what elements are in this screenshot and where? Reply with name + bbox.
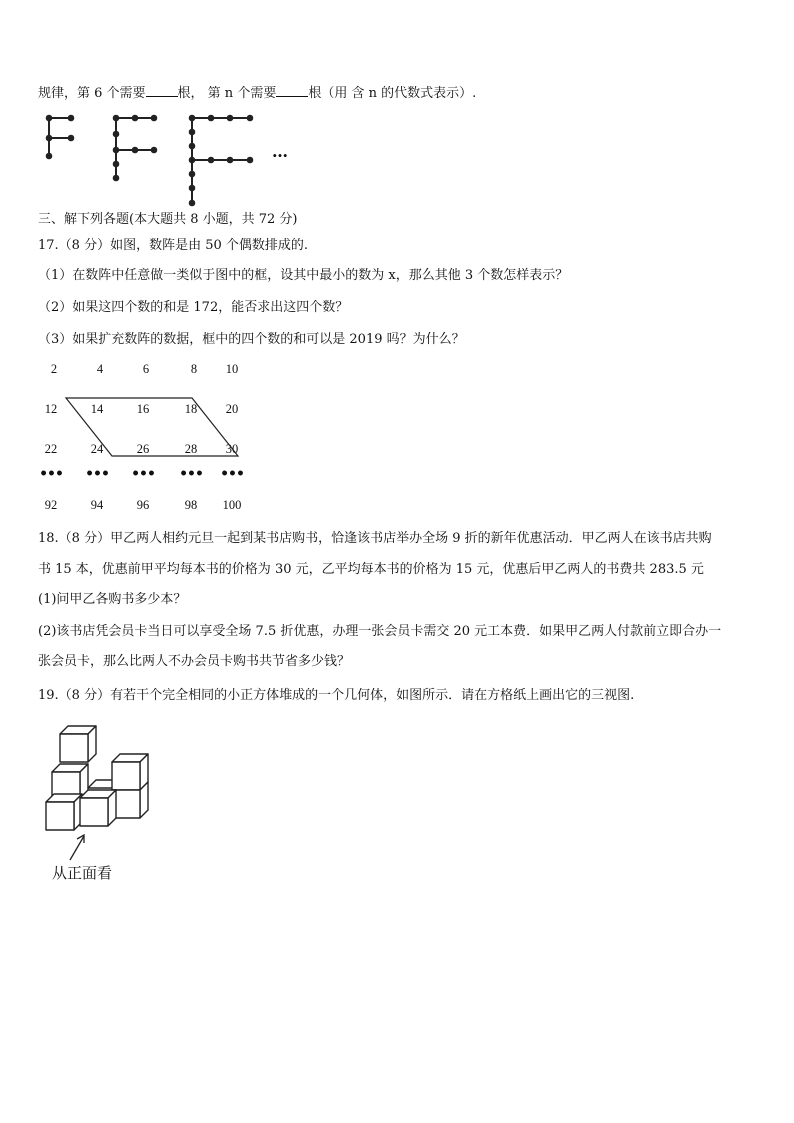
array-cell: 24 (90, 442, 104, 456)
array-cell: 14 (90, 402, 104, 416)
pattern-ellipsis: … (272, 142, 288, 161)
intro-text-2: 根， 第 n 个需要 (177, 86, 277, 101)
array-dots: ••• (85, 466, 109, 482)
array-cell: 6 (142, 362, 150, 376)
array-cell: 22 (44, 442, 58, 456)
array-cell: 10 (225, 362, 239, 376)
intro-line (38, 84, 476, 102)
array-dots: ••• (39, 466, 63, 482)
q17-stem: 17.（8 分）如图，数阵是由 50 个偶数排成的. (38, 238, 309, 253)
q18-part2-line1: (2)该书店凭会员卡当日可以享受全场 7.5 折优惠，办理一张会员卡需交 20 元工本费．如果甲乙两人付款前立即合办一 (38, 624, 722, 639)
q17-part3: （3）如果扩充数阵的数据，框中的四个数的和可以是 2019 吗？为什么？ (38, 332, 465, 347)
array-cell: 92 (44, 498, 58, 512)
array-dots: ••• (131, 466, 155, 482)
q18-part1: (1)问甲乙各购书多少本？ (38, 592, 187, 607)
q17-part2: （2）如果这四个数的和是 172，能否求出这四个数？ (38, 300, 349, 315)
parallelogram-frame (60, 394, 260, 464)
array-dots: ••• (220, 466, 244, 482)
array-dots: ••• (179, 466, 203, 482)
array-cell: 96 (136, 498, 150, 512)
array-cell: 4 (96, 362, 104, 376)
q18-line2: 书 15 本，优惠前甲平均每本书的价格为 30 元，乙平均每本书的价格为 15 元，优惠后甲乙两人的书费共 283.5 元 (38, 562, 704, 577)
array-cell: 12 (44, 402, 58, 416)
array-cell: 26 (136, 442, 150, 456)
cube-stack-figure (40, 718, 170, 868)
answer-blank-n[interactable] (276, 84, 308, 97)
array-cell: 8 (190, 362, 198, 376)
array-cell: 30 (225, 442, 239, 456)
array-cell: 2 (50, 362, 58, 376)
f-pattern-figure (40, 110, 300, 210)
intro-text-3: 根（用 含 n 的代数式表示）. (308, 86, 477, 101)
array-cell: 20 (225, 402, 239, 416)
array-cell: 18 (184, 402, 198, 416)
q18-line1: 18.（8 分）甲乙两人相约元旦一起到某书店购书，恰逢该书店举办全场 9 折的新年优惠活动．甲乙两人在该书店共购 (38, 531, 712, 546)
array-cell: 28 (184, 442, 198, 456)
array-cell: 16 (136, 402, 150, 416)
array-cell: 98 (184, 498, 198, 512)
q17-part1: （1）在数阵中任意做一类似于图中的框，设其中最小的数为 x，那么其他 3 个数怎样表示？ (38, 268, 569, 283)
section-heading: 三、解下列各题(本大题共 8 小题，共 72 分) (38, 212, 298, 227)
q18-part2-line2: 张会员卡，那么比两人不办会员卡购书共节省多少钱？ (38, 654, 351, 669)
q19-stem: 19.（8 分）有若干个完全相同的小正方体堆成的一个几何体，如图所示．请在方格纸上画出它的三视图. (38, 688, 635, 703)
array-cell: 94 (90, 498, 104, 512)
intro-text-1: 规律，第 6 个需要 (38, 86, 146, 101)
view-caption: 从正面看 (52, 864, 113, 882)
answer-blank-6[interactable] (146, 84, 178, 97)
array-cell: 100 (222, 498, 242, 512)
